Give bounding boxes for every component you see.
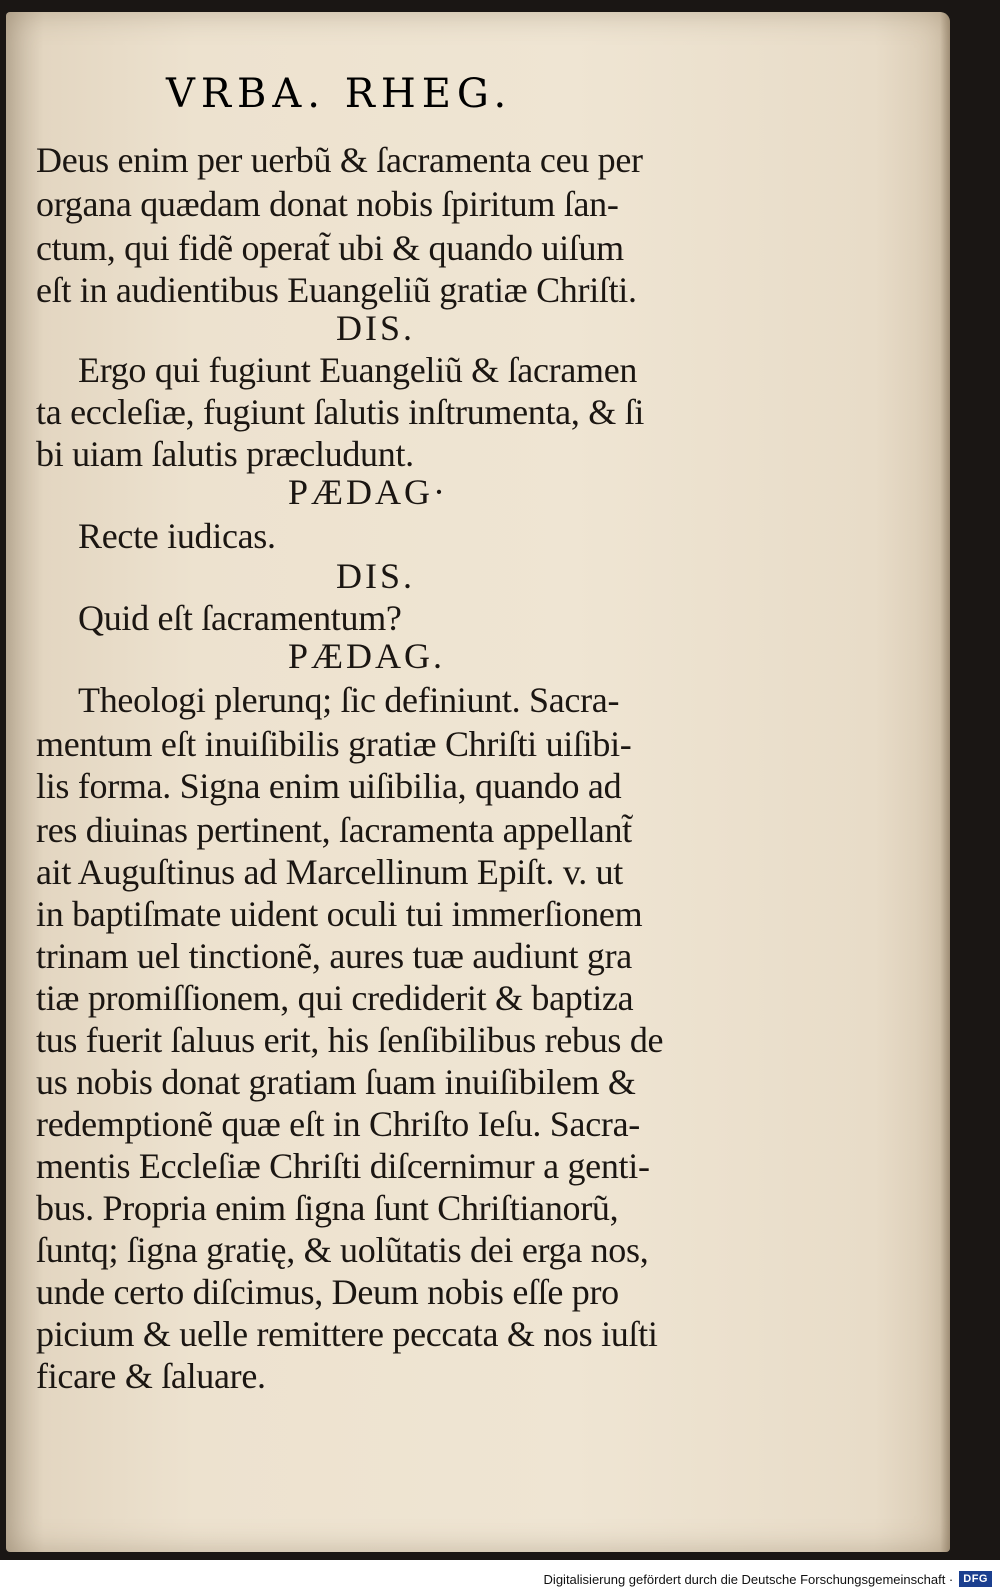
- running-head: VRBA. RHEG.: [166, 71, 513, 117]
- text-line: mentum eſt inuiſibilis gratiæ Chriſti uiſibi-: [36, 724, 632, 764]
- text-line: ta eccleſiæ, fugiunt ſalutis inſtrumenta, & ſi: [36, 392, 645, 432]
- text-line: res diuinas pertinent, ſacramenta appellant̃: [36, 810, 632, 850]
- text-line: unde certo diſcimus, Deum nobis eſſe pro: [36, 1272, 619, 1312]
- text-line: ctum, qui fidẽ operat̃ ubi & quando uiſum: [36, 228, 624, 268]
- text-line: trinam uel tinctionẽ, aures tuæ audiunt gra: [36, 936, 632, 976]
- text-line: picium & uelle remittere peccata & nos iuſti: [36, 1314, 658, 1354]
- text-line: Deus enim per uerbũ & ſacramenta ceu per: [36, 140, 643, 180]
- book-page: [6, 12, 950, 1552]
- text-line: mentis Eccleſiæ Chriſti diſcernimur a genti-: [36, 1146, 650, 1186]
- text-line: redemptionẽ quæ eſt in Chriſto Ieſu. Sacra-: [36, 1104, 640, 1144]
- credit-text: Digitalisierung gefördert durch die Deutsche Forschungsgemeinschaft ·: [543, 1571, 954, 1587]
- text-line: bi uiam ſalutis præcludunt.: [36, 434, 414, 474]
- speaker-label: PÆDAG·: [288, 472, 449, 512]
- text-line: organa quædam donat nobis ſpiritum ſan-: [36, 184, 619, 224]
- text-line: tiæ promiſſionem, qui crediderit & baptiza: [36, 978, 634, 1018]
- text-line: tus fuerit ſaluus erit, his ſenſibilibus rebus de: [36, 1020, 664, 1060]
- text-line: eſt in audientibus Euangeliũ gratiæ Chriſti.: [36, 270, 637, 310]
- text-line: in baptiſmate uident oculi tui immerſionem: [36, 894, 643, 934]
- text-line: bus. Propria enim ſigna ſunt Chriſtianorũ,: [36, 1188, 619, 1228]
- speaker-label: PÆDAG.: [288, 636, 446, 676]
- text-line: us nobis donat gratiam ſuam inuiſibilem &: [36, 1062, 636, 1102]
- speaker-label: DIS.: [336, 556, 416, 596]
- digitization-credit: [544, 1568, 992, 1590]
- text-line: ait Auguſtinus ad Marcellinum Epiſt. v. ut: [36, 852, 623, 892]
- text-line: ſuntq; ſigna gratię, & uolũtatis dei erga nos,: [36, 1230, 649, 1270]
- text-line: Ergo qui fugiunt Euangeliũ & ſacramen: [78, 350, 638, 390]
- speaker-label: DIS.: [336, 308, 416, 348]
- text-line: Quid eſt ſacramentum?: [78, 598, 402, 638]
- text-line: Recte iudicas.: [78, 516, 276, 556]
- text-line: ficare & ſaluare.: [36, 1356, 266, 1396]
- text-line: lis forma. Signa enim uiſibilia, quando ad: [36, 766, 622, 806]
- text-line: Theologi plerunq; ſic definiunt. Sacra-: [78, 680, 620, 720]
- dfg-logo-icon: DFG: [959, 1571, 992, 1587]
